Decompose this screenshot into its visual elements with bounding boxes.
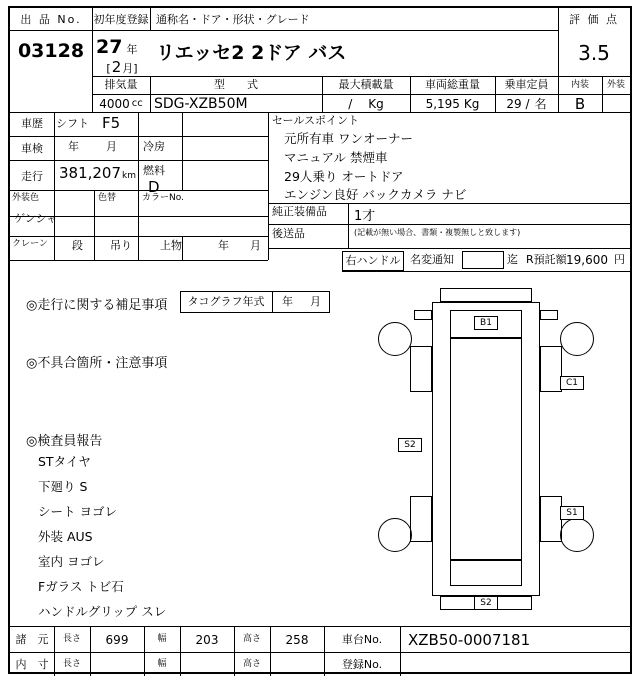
damage-tag-c1	[560, 376, 584, 390]
model-name-label: 通称名・ドア・形状・グレード	[156, 12, 310, 26]
mileage-unit: km	[122, 171, 136, 181]
tsuri-label: 吊り	[110, 239, 132, 252]
width-label-row1: 幅	[157, 634, 167, 645]
displacement-value	[92, 95, 150, 112]
left-mirror	[414, 310, 432, 320]
divider	[400, 626, 401, 676]
tacho-year: 年	[282, 295, 293, 308]
model-title: リエッセ2 2ドア バス	[156, 41, 347, 64]
inspector-report-title: ◎検査員報告	[26, 434, 103, 449]
inspector-line: 室内 ヨゴレ	[38, 554, 105, 569]
divider	[10, 190, 268, 191]
divider	[268, 224, 630, 225]
mileage-label: 走行	[21, 169, 43, 183]
exterior-color-value: ゲンシャ	[14, 212, 58, 225]
dan-label: 段	[72, 239, 83, 252]
divider	[348, 224, 349, 248]
sales-point-title: セールスポイント	[272, 114, 360, 127]
gvw-label: 車両総重量	[425, 78, 480, 92]
exterior-label: 外装	[606, 79, 625, 90]
rating-value: 3.5	[578, 41, 610, 65]
sales-line: 元所有車 ワンオーナー	[284, 131, 413, 146]
divider	[94, 236, 95, 260]
divider	[150, 8, 151, 30]
shift-label: シフト	[56, 116, 89, 130]
height-value-row2	[270, 654, 324, 676]
width-value-row1: 203	[195, 633, 219, 647]
max-load-label: 最大積載量	[338, 78, 394, 92]
divider	[348, 203, 349, 224]
divider	[10, 626, 630, 627]
length-label-row2: 長さ	[62, 659, 81, 670]
interior-value: B	[574, 94, 586, 113]
spec-label-row2: 内 寸	[15, 657, 49, 671]
length-label-row1: 長さ	[62, 634, 81, 645]
front-right-wheel	[560, 322, 594, 356]
equipment-value: 1才	[354, 209, 376, 224]
max-load-number: /	[348, 96, 353, 111]
inspector-line: ハンドルグリップ スレ	[38, 604, 167, 619]
defect-note-title: ◎不具合箇所・注意事項	[26, 356, 168, 371]
damage-tag-s2-upper	[398, 438, 422, 452]
inspection-year: 年	[68, 140, 79, 153]
length-value-row2	[90, 654, 144, 676]
fuel-label: 燃料	[143, 164, 165, 177]
mileage-value	[56, 164, 136, 188]
after-delivery-note: (記載が無い場合、書類・複製無しと致します)	[354, 228, 521, 237]
inspector-line: STタイヤ	[38, 454, 91, 469]
left-rear-panel	[410, 496, 432, 542]
made-label: 迄	[507, 253, 518, 266]
capacity-label: 乗車定員	[504, 78, 549, 92]
divider	[182, 236, 183, 260]
rear-right-wheel	[560, 518, 594, 552]
equipment-label: 純正装備品	[272, 205, 327, 218]
history-label: 車歴	[21, 116, 43, 130]
running-note-title: ◎走行に関する補足事項	[26, 298, 168, 313]
divider	[54, 236, 55, 260]
divider	[268, 203, 630, 204]
fuel-value: D	[148, 178, 160, 196]
name-change-label: 名変通知	[410, 253, 454, 266]
height-value-row1: 258	[285, 633, 309, 647]
chassis-no-label: 車台No.	[341, 632, 383, 646]
right-rear-panel	[540, 496, 562, 542]
height-label-row1: 高さ	[242, 634, 261, 645]
inspector-line: シート ヨゴレ	[38, 504, 117, 519]
registration-no-value	[408, 654, 618, 676]
tacho-label: タコグラフ年式	[187, 294, 265, 308]
deposit-label: R預託額	[526, 253, 567, 266]
damage-tag-label: S2	[480, 598, 492, 608]
tacho-month: 月	[310, 295, 321, 308]
capacity-value	[495, 95, 558, 112]
divider	[268, 248, 630, 249]
type-label: 型 式	[214, 78, 258, 92]
registration-no-label: 登録No.	[341, 657, 383, 671]
inspection-month: 月	[106, 140, 117, 153]
front-panel	[440, 288, 532, 302]
shift-value: F5	[102, 114, 121, 132]
uemono-year: 年	[218, 239, 229, 252]
divider	[10, 160, 268, 161]
auction-sheet	[8, 6, 632, 674]
uemono-month: 月	[250, 239, 261, 252]
gvw-unit: Kg	[463, 96, 480, 111]
rating-label: 評 価 点	[569, 12, 619, 26]
divider	[10, 652, 630, 653]
divider	[272, 291, 273, 313]
length-value-row1: 699	[105, 633, 129, 647]
gvw-value	[410, 95, 495, 112]
divider	[10, 112, 630, 113]
left-front-door-panel	[410, 346, 432, 392]
spec-label-row1: 諸 元	[15, 632, 49, 646]
first-reg-year-value: 27	[96, 36, 123, 58]
inspection-label: 車検	[21, 141, 43, 155]
displacement-number: 4000	[99, 96, 130, 111]
capacity-number: 29 /	[506, 96, 530, 111]
max-load-value	[322, 95, 410, 112]
uemono-label: 上物	[160, 239, 182, 252]
width-value-row2	[180, 654, 234, 676]
handle-label: 右ハンドル	[345, 253, 401, 267]
width-label-row2: 幅	[157, 659, 167, 670]
inspector-line: 下廻り S	[38, 479, 88, 494]
sales-line: 29人乗り オートドア	[284, 168, 404, 184]
lot-number: 03128	[17, 40, 85, 62]
divider	[138, 236, 139, 260]
rear-window-panel	[450, 560, 522, 586]
sales-line: エンジン良好 バックカメラ ナビ	[284, 187, 467, 203]
damage-tag-label: C1	[565, 378, 578, 388]
height-label-row2: 高さ	[242, 659, 261, 670]
first-reg-label: 初年度登録	[93, 12, 149, 26]
exterior-value	[602, 95, 630, 112]
divider	[10, 260, 268, 261]
max-load-unit: Kg	[368, 96, 384, 111]
first-reg-month: [ 2 月 ]	[106, 58, 138, 76]
sales-point-lines	[284, 132, 564, 202]
displacement-label: 排気量	[104, 78, 138, 92]
first-reg-year	[94, 36, 150, 56]
vehicle-damage-diagram	[340, 280, 630, 620]
capacity-unit: 名	[534, 97, 547, 111]
damage-tag-b1	[474, 316, 498, 330]
front-left-wheel	[378, 322, 412, 356]
damage-tag-label: B1	[480, 318, 492, 328]
divider	[342, 271, 630, 272]
aircon-label: 冷房	[143, 140, 165, 153]
deposit-unit: 円	[614, 253, 625, 266]
color-change-label: 色替	[98, 193, 117, 203]
damage-tag-label: S1	[566, 508, 578, 518]
first-reg-month-unit: 月	[122, 62, 134, 75]
chassis-no-value: XZB50-0007181	[408, 631, 531, 649]
divider	[10, 236, 268, 237]
name-change-value	[462, 251, 504, 269]
lot-no-label: 出 品 No.	[20, 12, 82, 26]
sales-line: マニュアル 禁煙車	[284, 149, 388, 165]
inspector-line: 外装 AUS	[38, 529, 93, 544]
damage-tag-s1	[560, 506, 584, 520]
crane-label: クレーン	[12, 239, 48, 249]
exterior-color-label: 外装色	[12, 193, 40, 203]
damage-tag-label: S2	[404, 440, 416, 450]
divider	[10, 136, 268, 137]
interior-label: 内装	[570, 79, 589, 90]
color-no-label: カラーNo.	[142, 193, 184, 203]
type-value: SDG-XZB50M	[154, 95, 248, 112]
divider	[94, 190, 95, 236]
mileage-number: 381,207	[58, 164, 122, 182]
inspector-line: Fガラス トビ石	[38, 579, 124, 594]
divider	[268, 112, 269, 260]
first-reg-month-value: 2	[111, 58, 122, 76]
first-reg-year-unit: 年	[126, 43, 138, 56]
displacement-unit: cc	[131, 98, 143, 109]
gvw-number: 5,195	[425, 96, 460, 111]
inspector-report-lines	[38, 452, 218, 620]
right-mirror	[540, 310, 558, 320]
damage-tag-s2-lower	[474, 596, 498, 610]
right-front-door-panel	[540, 346, 562, 392]
vehicle-inner-outline	[450, 338, 522, 560]
rear-left-wheel	[378, 518, 412, 552]
after-delivery-label: 後送品	[272, 227, 305, 240]
divider	[182, 112, 183, 190]
deposit-value: 19,600	[566, 253, 608, 267]
